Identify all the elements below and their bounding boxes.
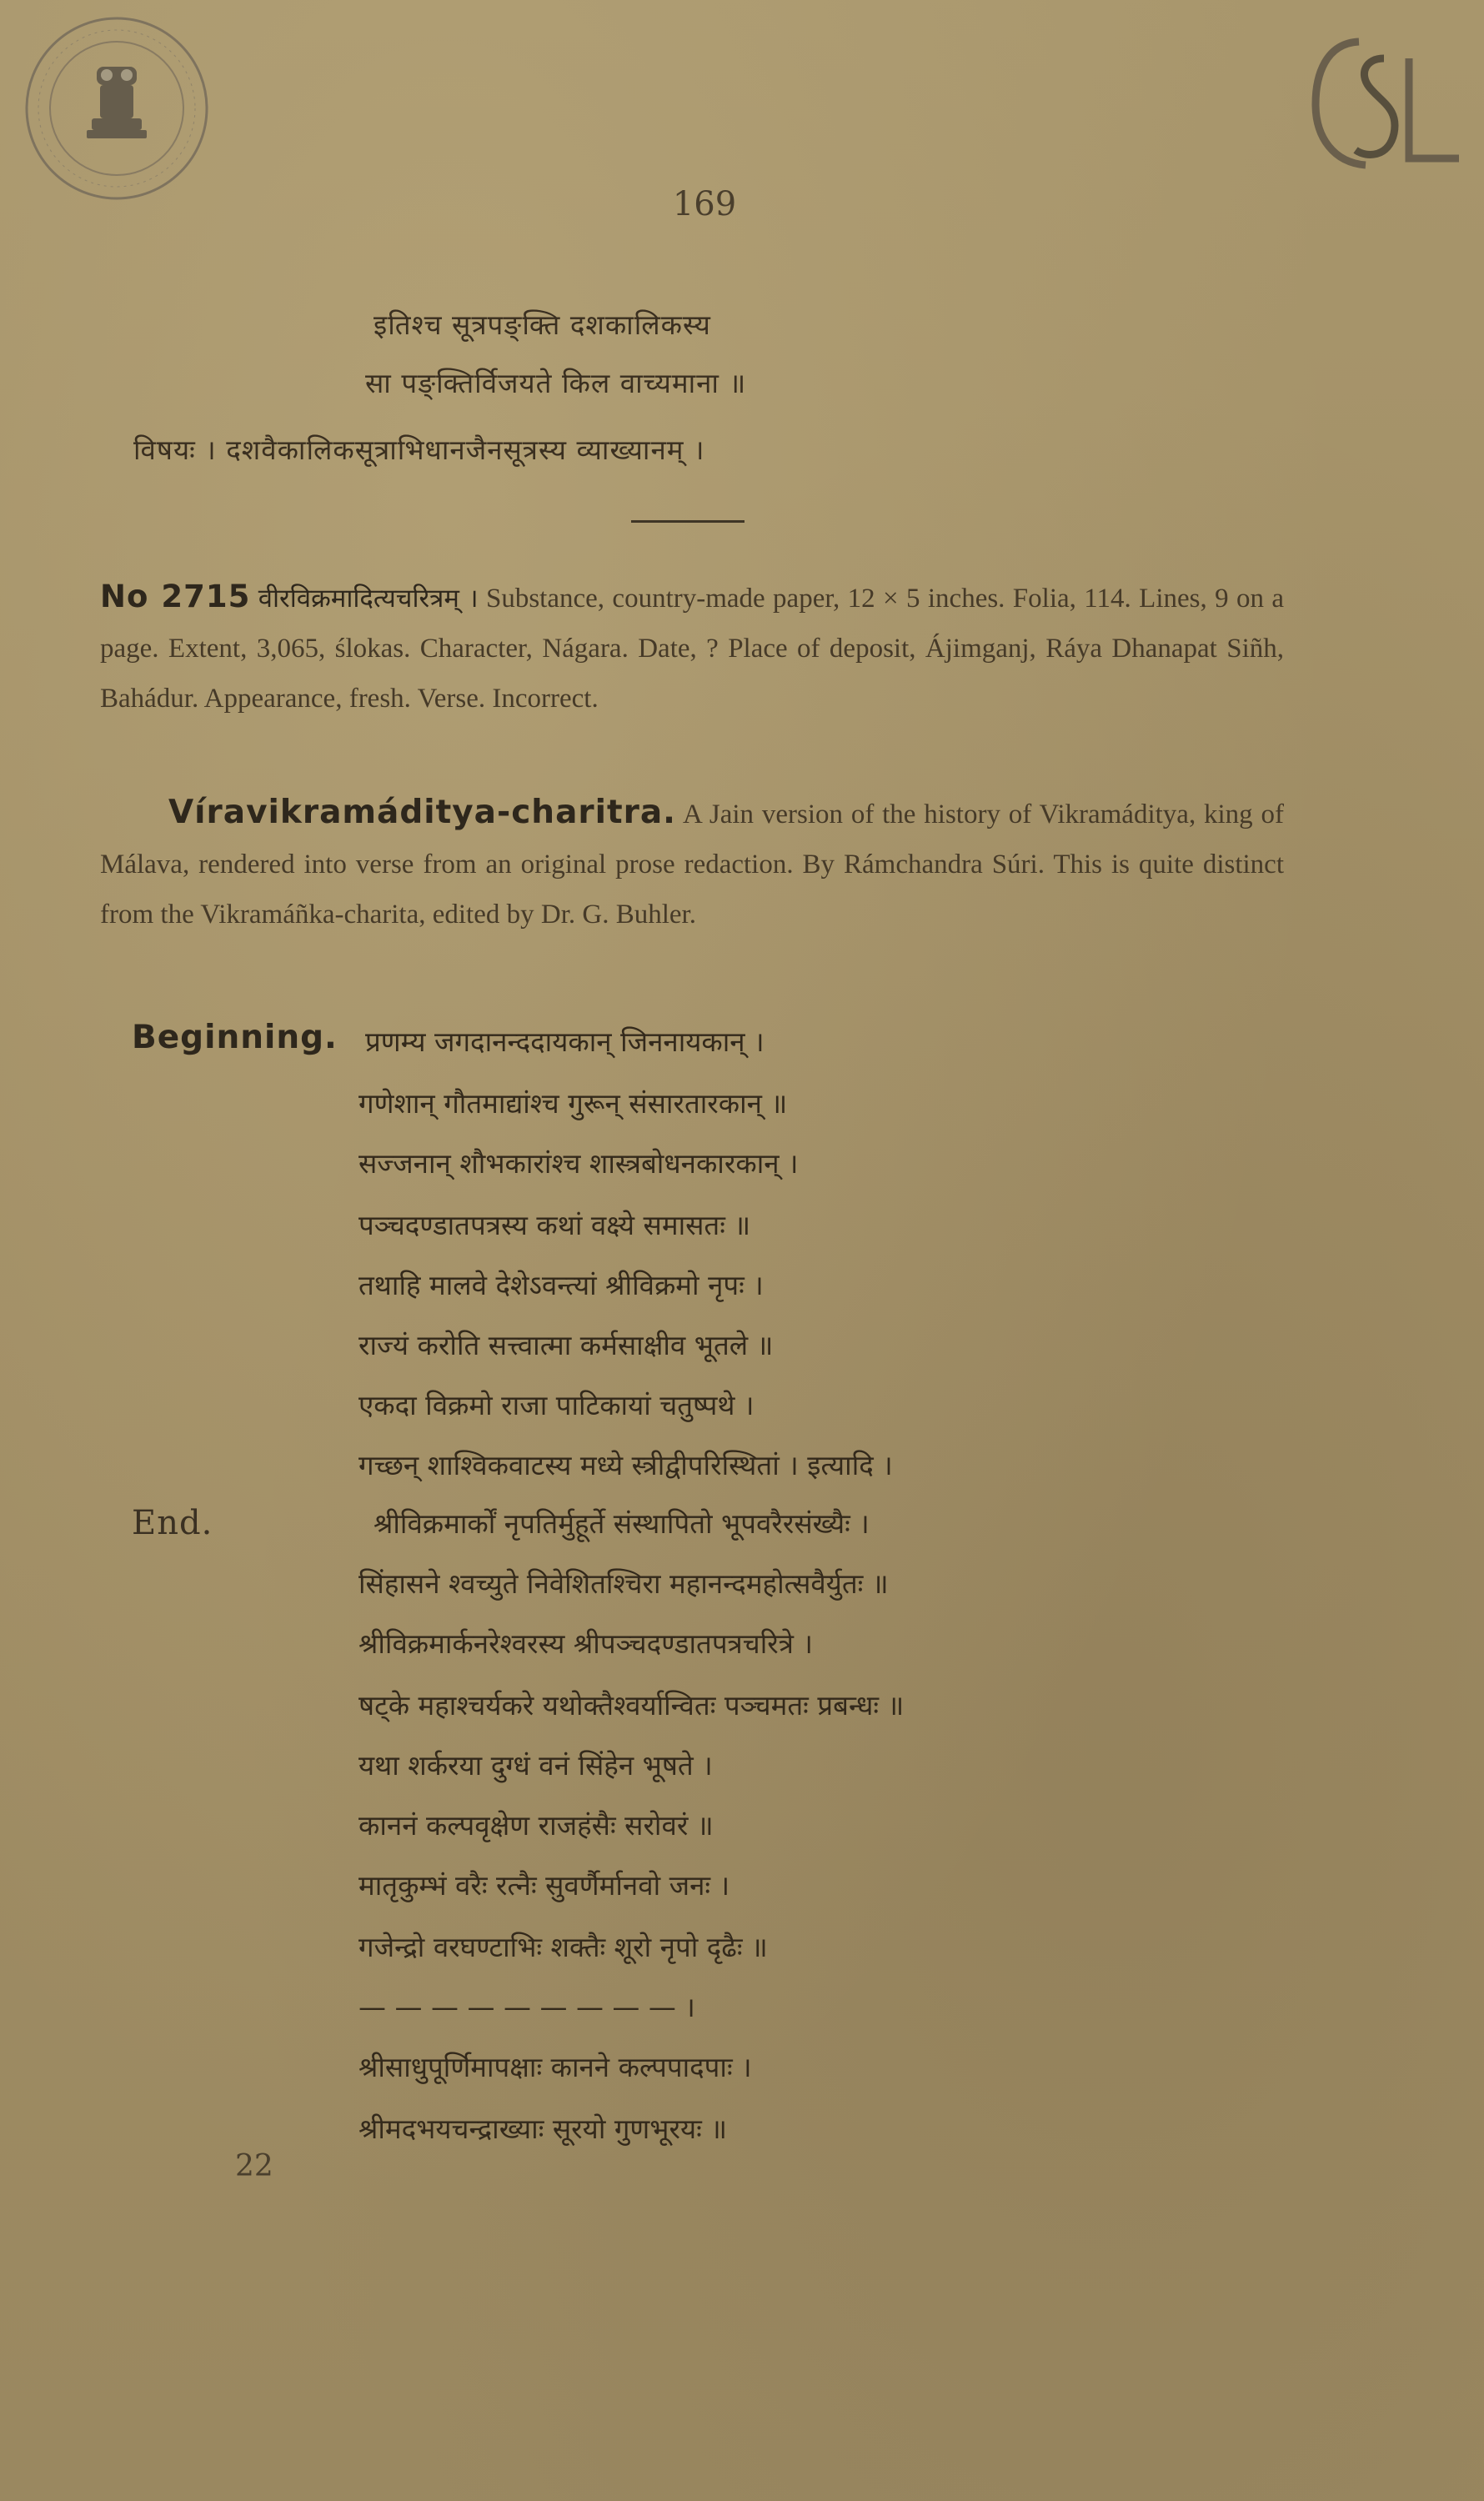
end-dash-line: — — — — — — — — — । (358, 1991, 695, 2023)
summary-text: A Jain version of the history of Vikramáditya, king of Málava, rendered into verse from an original prose redaction. By Rámchandra Súri. This is quite distinct from the Vikramáñka-charita, edited by Dr. G. Buhler. (100, 799, 1284, 930)
beginning-verse-line: गणेशान् गौतमाद्यांश्च गुरून् संसारतारकान् ॥ (358, 1087, 788, 1120)
beginning-verse-line: तथाहि मालवे देशेऽवन्त्यां श्रीविक्रमो नृपः । (358, 1269, 764, 1301)
beginning-verse-line: राज्यं करोति सत्त्वात्मा कर्मसाक्षीव भूतले ॥ (358, 1329, 774, 1361)
entry-paragraph (100, 572, 1284, 724)
page-number: 169 (672, 185, 737, 223)
top-verse-line: सा पङ्क्तिर्विजयते किल वाच्यमाना ॥ (365, 367, 747, 399)
end-verse-line: सिंहासने श्वच्युते निवेशितश्चिरा महानन्दमहोत्सवैर्युतः ॥ (358, 1567, 889, 1600)
subject-line: विषयः । दशवैकालिकसूत्राभिधानजैनसूत्रस्य व्याख्यानम् । (133, 434, 705, 466)
footer-number: 22 (235, 2149, 273, 2183)
summary-paragraph (100, 788, 1284, 940)
beginning-verse-line: सज्जनान् शौभकारांश्च शास्त्रबोधनकारकान् । (358, 1147, 799, 1180)
end-verse-line: श्रीसाधुपूर्णिमापक्षाः कानने कल्पपादपाः । (358, 2051, 752, 2083)
end-verse-line: गजेन्द्रो वरघण्टाभिः शक्तैः शूरो नृपो दृढैः ॥ (358, 1931, 768, 1963)
end-verse-line: श्रीमदभयचन्द्राख्याः सूरयो गुणभूरयः ॥ (358, 2113, 728, 2145)
end-verse-line: काननं कल्पवृक्षेण राजहंसैः सरोवरं ॥ (358, 1809, 714, 1842)
entry-description: Substance, country-made paper, 12 × 5 inches. Folia, 114. Lines, 9 on a page. Extent, 3,065, ślokas. Character, Nágara. Date, ? Place of deposit, Ájimganj, Ráya Dhanapat Siñh, Bahádur. Appearance, fresh. Verse. Incorrect. (100, 584, 1285, 714)
beginning-verse-line: प्रणम्य जगदानन्ददायकान् जिननायकान् । (365, 1025, 765, 1058)
end-verse-line: षट्के महाश्चर्यकरे यथोक्तैश्वर्यान्वितः पञ्चमतः प्रबन्धः ॥ (358, 1689, 905, 1722)
top-verse-line: इतिश्च सूत्रपङ्क्ति दशकालिकस्य (374, 308, 711, 341)
summary-title: Víravikramáditya-charitra. (168, 794, 677, 831)
beginning-verse-line: पञ्चदण्डातपत्रस्य कथां वक्ष्ये समासतः ॥ (358, 1209, 751, 1241)
csl-monogram-icon (1301, 25, 1467, 183)
entry-number: No 2715 (100, 579, 251, 614)
section-divider (631, 520, 745, 523)
emblem-stamp-icon (17, 8, 217, 208)
entry-title-devanagari: वीरविक्रमादित्यचरित्रम् । (258, 584, 479, 614)
end-verse-line: यथा शर्करया दुग्धं वनं सिंहेन भूषते । (358, 1749, 713, 1782)
end-verse-line: श्रीविक्रमार्कनरेश्वरस्य श्रीपञ्चदण्डातपत्रचरित्रे । (358, 1627, 813, 1660)
beginning-label: Beginning. (132, 1019, 338, 1056)
end-verse-line: मातृकुम्भं वरैः रत्नैः सुवर्णैर्मानवो जनः । (358, 1869, 730, 1902)
end-label: End. (132, 1504, 213, 1542)
beginning-verse-line: एकदा विक्रमो राजा पाटिकायां चतुष्पथे । (358, 1389, 755, 1421)
beginning-verse-line: गच्छन् शाश्विकवाटस्य मध्ये स्त्रीद्वीपरिस्थितां । इत्यादि । (358, 1449, 893, 1481)
end-verse-line: श्रीविक्रमार्कों नृपतिर्मुहूर्ते संस्थापितो भूपवरैरसंख्यैः । (374, 1507, 870, 1540)
